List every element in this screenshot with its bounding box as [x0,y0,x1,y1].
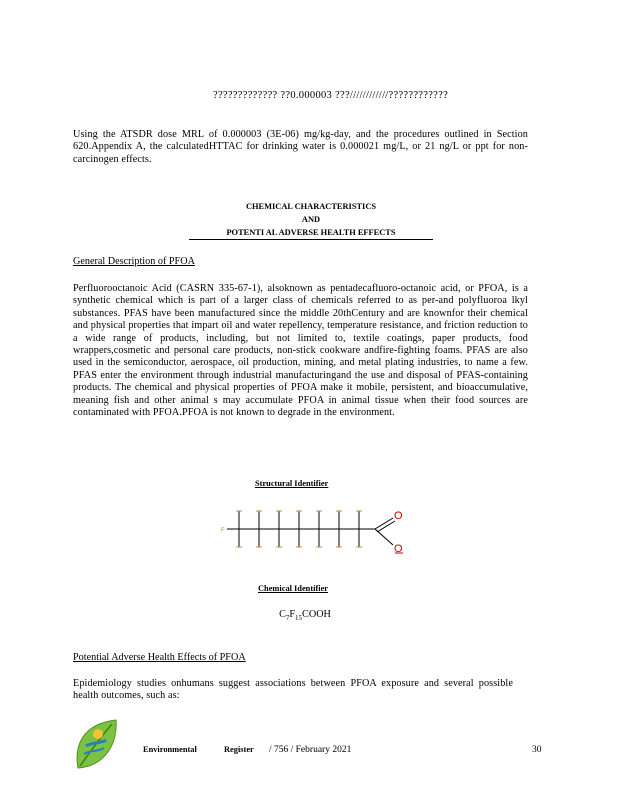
general-description-body: Perfluorooctanoic Acid (CASRN 335-67-1), alsoknown as pentadecafluoro-octanoic acid, or PFOA, is a synthetic chemical which is part of a larger class of chemicals referred to as per-and polyfluoroa lkyl substances. PFAS have been manufactured since the middle 20thCentury and are knownfor their chemical and physical properties that impart oil and water repellency, temperature resistance, and friction reduction to a wide range of products, including, but not limited to, textile coatings, paper products, food wrappers,cosmetic and personal care products, non-stick cookware andfire-fighting foams. PFAS are also used in the semiconductor, aerospace, oil production, mining, and metal plating industries, to name a few. PFAS enter the environment through industrial manufacturingand the use and disposal of PFAS-containing products. The chemical and physical properties of PFOA make it mobile, persistent, and bioaccumulative, meaning fish and other animal s may accumulate PFOA in animal tissue when their food sources are contaminated with PFOA.PFOA is not known to degrade in the environment. [73,283,528,419]
hydroxyl-oxygen-atom: O [394,543,403,555]
carbonyl-oxygen-atom: O [394,510,403,522]
section-title-line3: POTENTI AL ADVERSE HEALTH EFFECTS [226,228,396,237]
footer-publication: Environmental [143,745,197,754]
footer-register: Register [224,745,254,754]
footer-issue: / 756 / February 2021 [269,745,352,755]
section-title-line2: AND [301,215,321,224]
section-title [189,200,433,240]
illinois-register-logo-icon [72,716,122,772]
chemical-identifier-label: Chemical Identifier [258,584,329,593]
terminal-fluorine-atom: F [221,528,225,534]
page-number: 30 [532,745,542,755]
health-effects-body: Epidemiology studies onhumans suggest associations between PFOA exposure and several possible health outcomes, such as: [73,678,513,702]
intro-paragraph: Using the ATSDR dose MRL of 0.000003 (3E-06) mg/kg-day, and the procedures outlined in Section 620.Appendix A, the calculatedHTTAC for drinking water is 0.000021 mg/L, or 21 ng/L or ppt for non-carcinogen effects. [73,129,528,165]
health-effects-heading: Potential Adverse Health Effects of PFOA [73,652,246,663]
chemical-formula: $C_7F_{15}COOH$ [279,609,331,623]
section-title-line1: CHEMICAL CHARACTERISTICS [245,202,377,211]
structural-identifier-label: Structural Identifier [255,479,329,488]
hydroxyl-bond [375,529,393,545]
pfoa-structure-diagram [215,505,415,565]
page-header: ????????????? ??0.000003 ???////////////???????????? [213,90,449,101]
general-description-heading: General Description of PFOA [73,256,195,267]
